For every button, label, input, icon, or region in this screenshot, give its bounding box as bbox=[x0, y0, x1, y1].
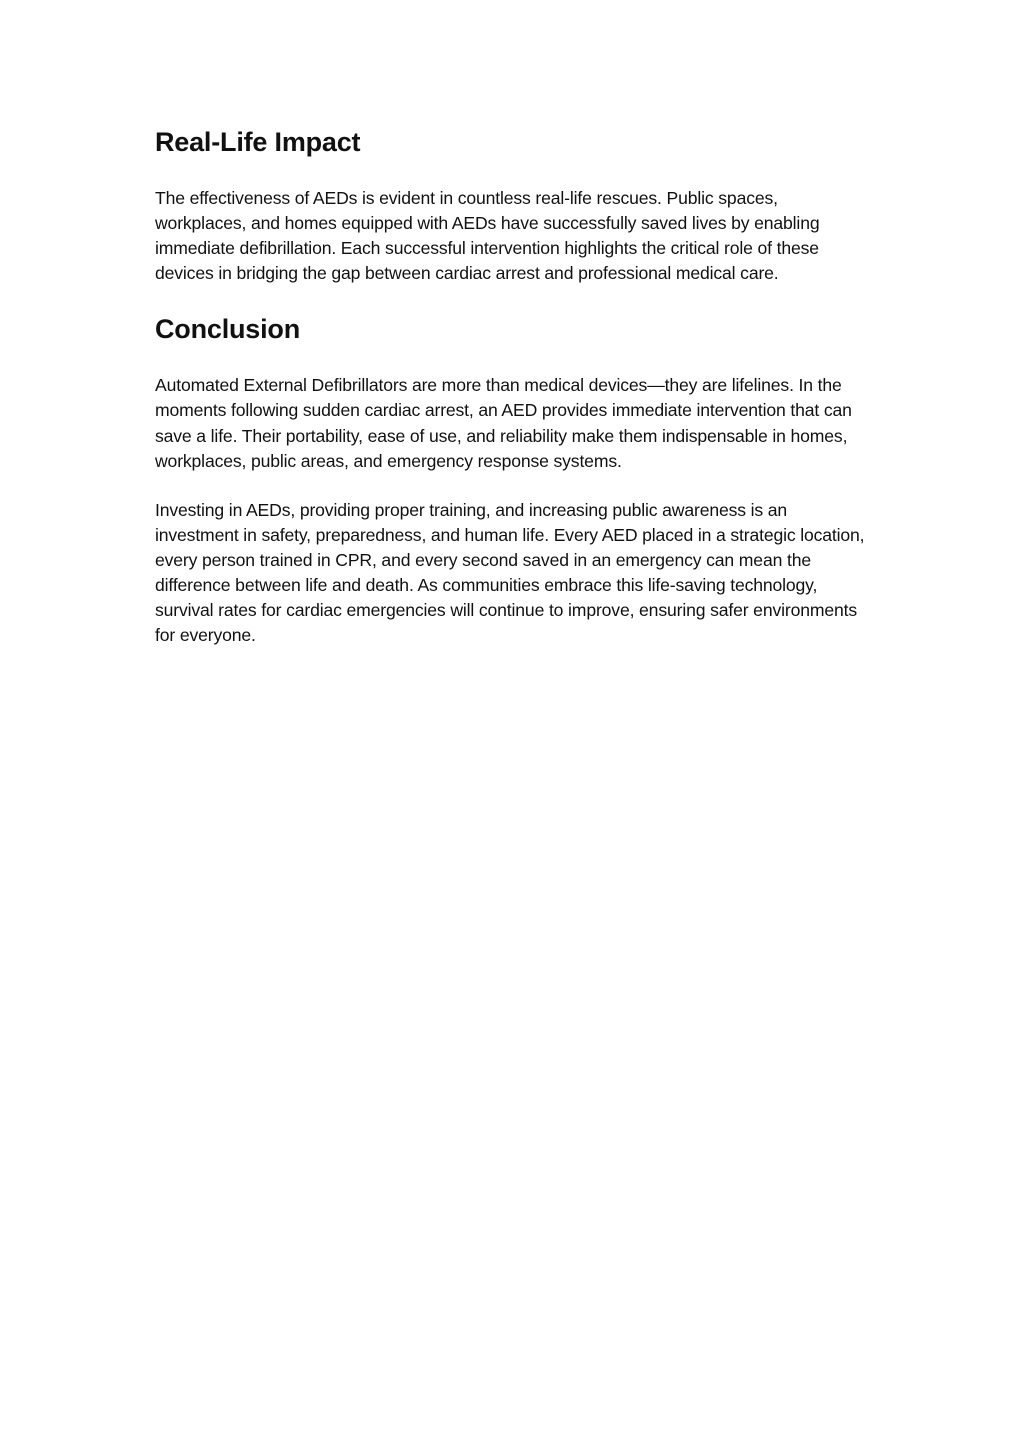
paragraph-real-life-impact: The effectiveness of AEDs is evident in countless real-life rescues. Public spaces, workplaces, and homes equipped with AEDs have successfully saved lives by enabling immediate defibrillation. Each successful intervention highlights the critical role of these devices in bridging the gap between cardiac arrest and professional medical care. bbox=[155, 188, 820, 284]
section-heading-conclusion: Conclusion bbox=[155, 314, 300, 345]
paragraph-conclusion-1: Automated External Defibrillators are more than medical devices—they are lifelines. In the moments following sudden cardiac arrest, an AED provides immediate intervention that can save a life. Their portability, ease of use, and reliability make them indispensable in homes, workplaces, public areas, and emergency response systems. bbox=[155, 375, 852, 471]
section-heading-real-life-impact: Real-Life Impact bbox=[155, 127, 361, 157]
document-page bbox=[155, 124, 870, 648]
paragraph-conclusion-2: Investing in AEDs, providing proper training, and increasing public awareness is an investment in safety, preparedness, and human life. Every AED placed in a strategic location, every person trained in CPR, and every second saved in an emergency can mean the difference between life and death. As communities embrace this life-saving technology, survival rates for cardiac emergencies will continue to improve, ensuring safer environments for everyone. bbox=[155, 499, 865, 646]
